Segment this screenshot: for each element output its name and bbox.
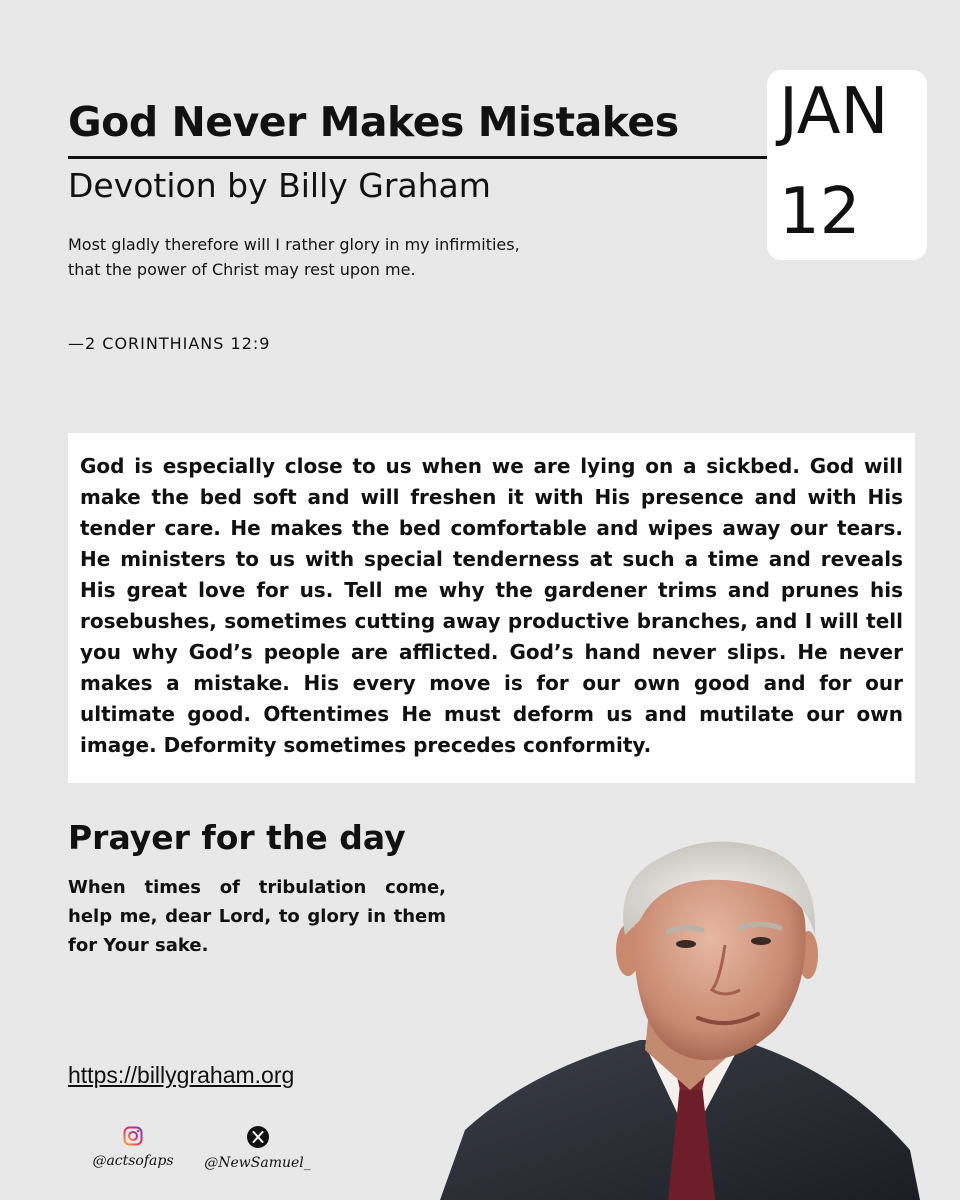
- title-underline: [68, 156, 768, 159]
- page-title: God Never Makes Mistakes: [68, 98, 679, 146]
- page-subtitle: Devotion by Billy Graham: [68, 166, 491, 205]
- x-handle: @NewSamuel_: [204, 1155, 311, 1171]
- scripture-verse: Most gladly therefore will I rather glory in my infirmities, that the power of Christ may rest upon me.: [68, 235, 520, 279]
- date-card: [767, 70, 927, 260]
- x-social[interactable]: [200, 1126, 315, 1171]
- date-day: 12: [779, 175, 861, 249]
- devotion-card: [68, 433, 915, 783]
- date-month: JAN: [779, 75, 889, 149]
- instagram-social[interactable]: [88, 1126, 178, 1169]
- prayer-heading: Prayer for the day: [68, 818, 406, 857]
- instagram-handle: @actsofaps: [92, 1153, 174, 1169]
- devotion-text: God is especially close to us when we are lying on a sickbed. God will make the bed soft and will freshen it with His presence and with His tender care. He makes the bed comfortable and wipes away our tears. He ministers to us with special tenderness at such a time and reveals His great love for us. Tell me why the gardener trims and prunes his rosebushes, sometimes cutting away productive branches, and I will tell you why God’s people are afflicted. God’s hand never slips. He never makes a mistake. His every move is for our own good and for our ultimate good. Oftentimes He must deform us and mutilate our own image. Deformity sometimes precedes conformity.: [80, 454, 903, 757]
- x-logo-icon: [247, 1126, 269, 1148]
- portrait-photo: [440, 840, 940, 1200]
- scripture-reference: —2 CORINTHIANS 12:9: [68, 334, 271, 353]
- prayer-text: When times of tribulation come, help me, dear Lord, to glory in them for Your sake.: [68, 877, 446, 956]
- instagram-icon: [123, 1126, 143, 1146]
- website-link[interactable]: https://billygraham.org: [68, 1062, 295, 1088]
